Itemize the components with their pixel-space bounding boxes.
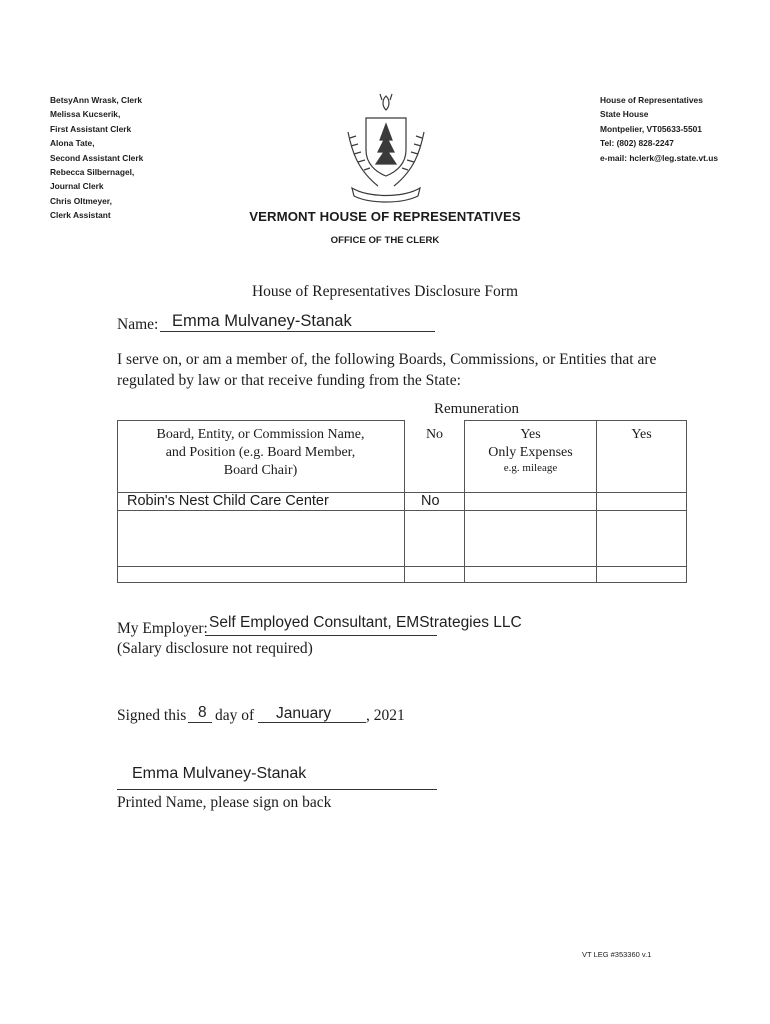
board-statement: I serve on, or am a member of, the following Boards, Commissions, or Entities that are regulated by law or that receive funding from the State:: [117, 351, 657, 389]
boards-table: [117, 420, 686, 583]
clerk-staff-list: [50, 93, 143, 223]
remuneration-heading: Remuneration: [434, 401, 519, 417]
col-header-yes-expenses: Yes Only Expenses: [488, 427, 573, 460]
document-id: VT LEG #353360 v.1: [582, 950, 652, 959]
staff-line: Chris Oltmeyer,: [50, 195, 112, 206]
staff-line: Second Assistant Clerk: [50, 152, 144, 163]
table-row-no[interactable]: No: [421, 493, 440, 509]
contact-line: House of Representatives: [600, 95, 703, 105]
col-header-entity: Board, Entity, or Commission Name, and Position (e.g. Board Member, Board Chair): [156, 427, 365, 478]
col-header-expenses-note: e.g. mileage: [503, 462, 558, 474]
employer-label: My Employer:: [117, 620, 208, 637]
staff-line: Alona Tate,: [50, 138, 95, 149]
letterhead-title: VERMONT HOUSE OF REPRESENTATIVES: [249, 209, 521, 224]
signed-prefix: Signed this: [117, 707, 187, 724]
printed-name-field[interactable]: Emma Mulvaney-Stanak: [132, 765, 307, 782]
signed-month-field[interactable]: January: [276, 705, 332, 722]
contact-line: Montpelier, VT05633-5501: [600, 123, 702, 134]
salary-note: (Salary disclosure not required): [117, 640, 313, 657]
signed-year: , 2021: [366, 707, 405, 724]
col-header-yes: Yes: [631, 427, 652, 442]
table-row-entity[interactable]: Robin's Nest Child Care Center: [127, 493, 329, 509]
employer-field[interactable]: Self Employed Consultant, EMStrategies LLC: [209, 614, 522, 631]
contact-line: State House: [600, 109, 649, 120]
vermont-seal-icon: [338, 92, 434, 204]
printed-name-underline: [117, 789, 437, 790]
day-underline: [188, 722, 212, 723]
staff-line: Journal Clerk: [50, 181, 104, 192]
printed-name-label: Printed Name, please sign on back: [117, 794, 332, 811]
name-label: Name:: [117, 316, 159, 333]
staff-line: Clerk Assistant: [50, 210, 111, 221]
signed-day-field[interactable]: 8: [198, 704, 207, 721]
name-underline: [160, 331, 435, 332]
contact-email: e-mail: hclerk@leg.state.vt.us: [600, 152, 719, 163]
staff-line: First Assistant Clerk: [50, 123, 132, 134]
employer-underline: [205, 635, 437, 636]
signed-mid: day of: [215, 707, 255, 724]
staff-line: Rebecca Silbernagel,: [50, 167, 135, 178]
staff-line: BetsyAnn Wrask, Clerk: [50, 95, 143, 105]
clerk-contact-info: [600, 93, 718, 165]
form-title: House of Representatives Disclosure Form: [251, 283, 519, 300]
letterhead-subtitle: OFFICE OF THE CLERK: [330, 235, 440, 246]
name-field[interactable]: Emma Mulvaney-Stanak: [172, 312, 352, 330]
contact-line: Tel: (802) 828-2247: [600, 138, 674, 149]
col-header-no: No: [425, 427, 444, 442]
staff-line: Melissa Kucserik,: [50, 109, 121, 120]
